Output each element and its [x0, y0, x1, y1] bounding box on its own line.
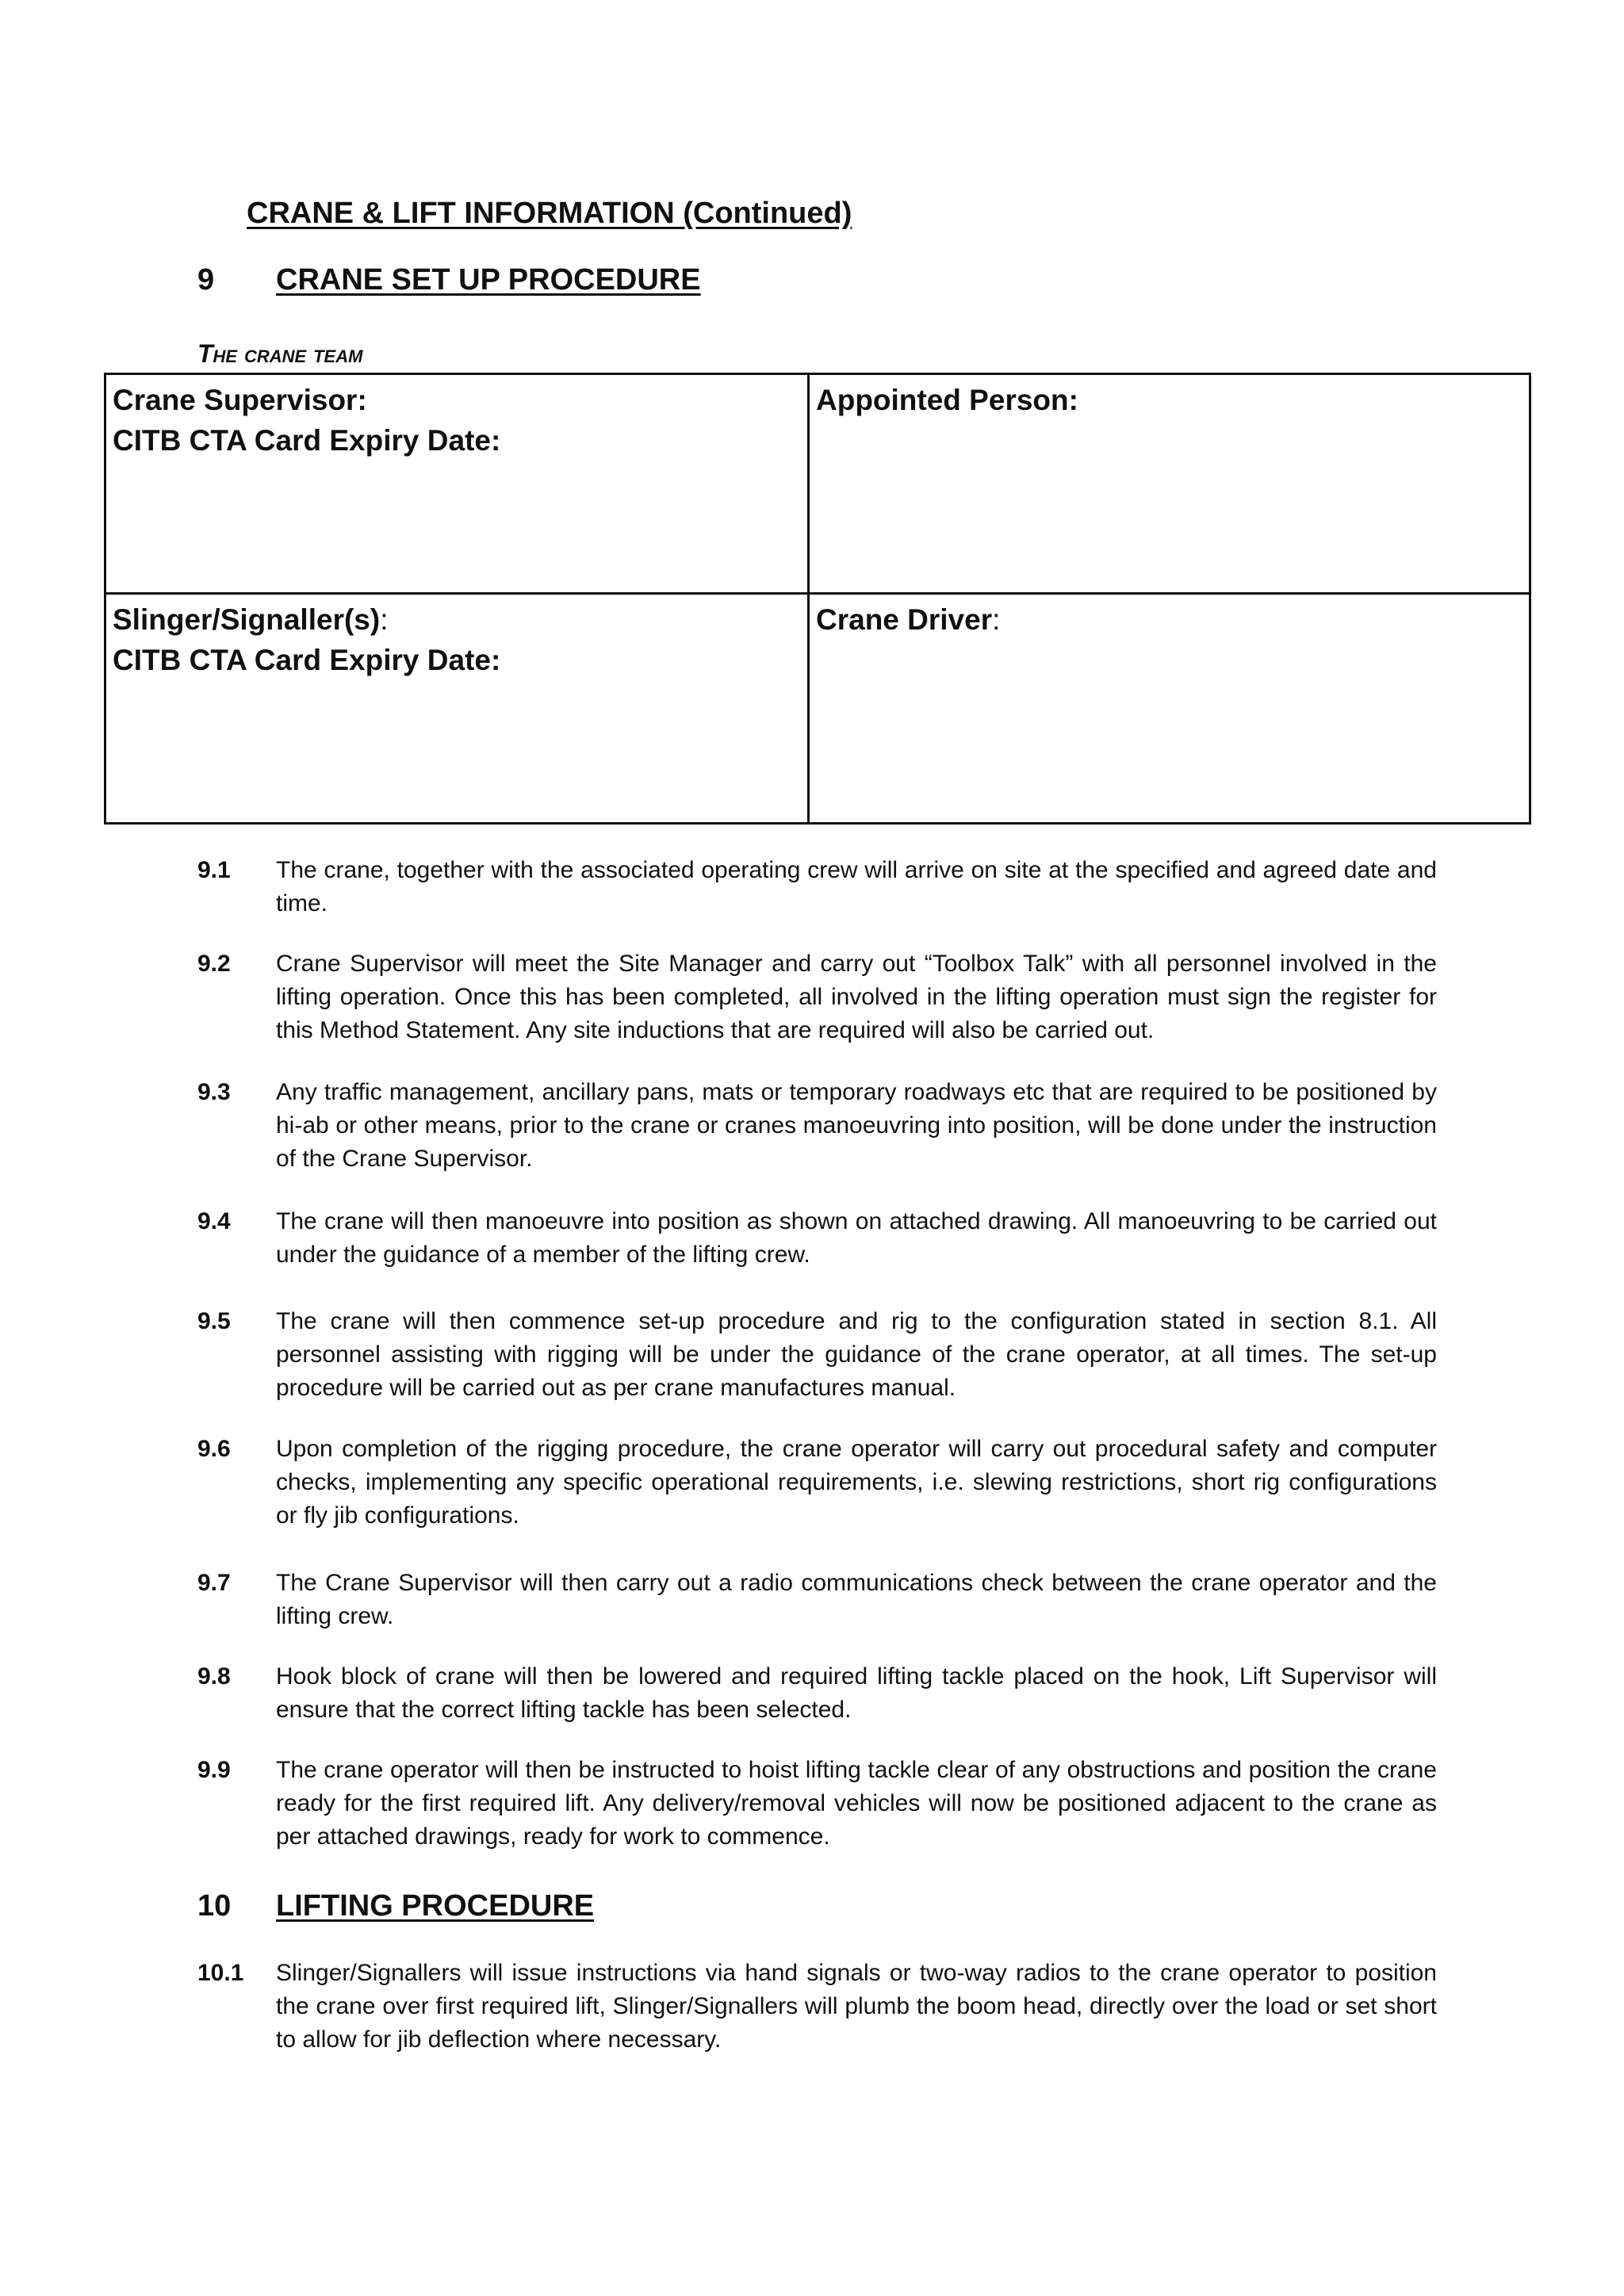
item-text: Crane Supervisor will meet the Site Manager and carry out “Toolbox Talk” with all personnel involved in the lifting operation. Once this has been completed, all involved in the lifting operation must sign the register for this Method Statement. Any site inductions that are required will also be carried out. [276, 951, 1437, 1043]
appointed-person-label: Appointed Person: [816, 384, 1078, 416]
item-number: 9.3 [197, 1079, 231, 1105]
page-heading: CRANE & LIFT INFORMATION (Continued) [247, 197, 852, 230]
crane-driver-label: Crane Driver [816, 603, 993, 636]
item-text: The crane, together with the associated operating crew will arrive on site at the specified and agreed date and time. [276, 857, 1437, 916]
section-10-number: 10 [197, 1889, 232, 1923]
item-text: Upon completion of the rigging procedure, the crane operator will carry out procedural safety and computer checks, implementing any specific operational requirements, i.e. slewing restrictions, short rig configurations or fly jib configurations. [276, 1436, 1437, 1529]
item-number: 9.6 [197, 1436, 231, 1462]
item-number: 9.7 [197, 1570, 231, 1596]
item-text: Hook block of crane will then be lowered and required lifting tackle placed on the hook, Lift Supervisor will ensure that the correct lifting tackle has been selected. [276, 1663, 1437, 1723]
slinger-cell [106, 595, 810, 822]
item-number: 9.8 [197, 1663, 231, 1689]
appointed-person-cell [810, 375, 1529, 595]
item-number: 9.5 [197, 1308, 231, 1334]
item-number: 10.1 [197, 1960, 244, 1986]
crane-driver-colon: : [992, 603, 1001, 636]
item-number: 9.4 [197, 1208, 231, 1234]
crane-team-table [104, 373, 1531, 825]
slinger-colon: : [380, 603, 389, 636]
section-10-title: LIFTING PROCEDURE [276, 1889, 595, 1923]
item-number: 9.1 [197, 857, 231, 883]
section-9-title: CRANE SET UP PROCEDURE [276, 263, 701, 297]
item-text: The crane will then manoeuvre into position as shown on attached drawing. All manoeuvring to be carried out under the guidance of a member of the lifting crew. [276, 1208, 1437, 1268]
item-text: The crane operator will then be instructed to hoist lifting tackle clear of any obstructions and position the crane ready for the first required lift. Any delivery/removal vehicles will now be positioned adjacent to the crane as per attached drawings, ready for work to commence. [276, 1757, 1437, 1850]
section-9-number: 9 [197, 263, 215, 297]
crane-driver-cell [810, 595, 1529, 822]
supervisor-card-expiry-label: CITB CTA Card Expiry Date: [113, 424, 501, 457]
item-text: The crane will then commence set-up procedure and rig to the configuration stated in section 8.1. All personnel assisting with rigging will be under the guidance of the crane operator, at all times. The set-up procedure will be carried out as per crane manufactures manual. [276, 1308, 1437, 1401]
item-number: 9.9 [197, 1757, 231, 1783]
item-text: The Crane Supervisor will then carry out a radio communications check between the crane operator and the lifting crew. [276, 1570, 1437, 1629]
slinger-card-expiry-label: CITB CTA Card Expiry Date: [113, 644, 501, 676]
slinger-label: Slinger/Signaller(s) [113, 603, 381, 636]
item-text: Any traffic management, ancillary pans, mats or temporary roadways etc that are required to be positioned by hi-ab or other means, prior to the crane or cranes manoeuvring into position, will be done under the instruction of the Crane Supervisor. [276, 1079, 1437, 1172]
item-number: 9.2 [197, 951, 231, 977]
supervisor-cell [106, 375, 810, 595]
crane-team-label: The crane team [197, 339, 363, 368]
supervisor-label: Crane Supervisor: [113, 384, 367, 416]
item-text: Slinger/Signallers will issue instructions via hand signals or two-way radios to the crane operator to position the crane over first required lift, Slinger/Signallers will plumb the boom head, directly over the load or set short to allow for jib deflection where necessary. [276, 1960, 1437, 2053]
